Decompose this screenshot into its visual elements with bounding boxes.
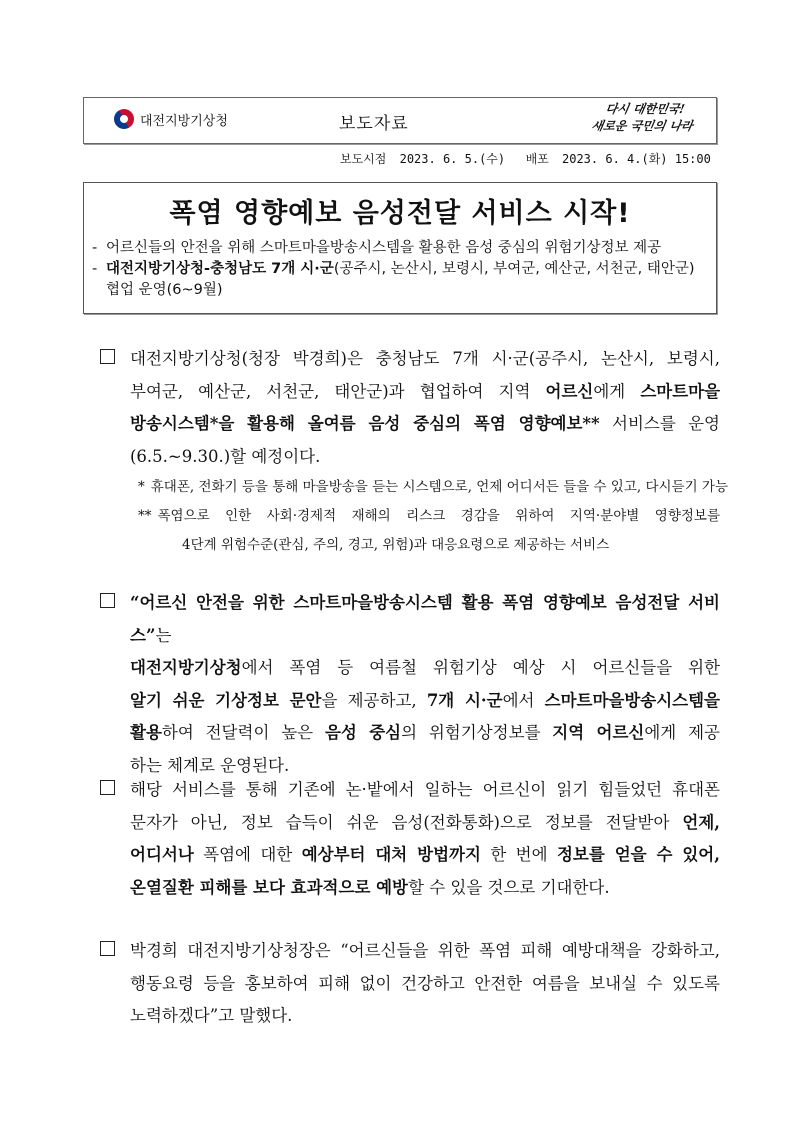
paragraph-lines	[130, 774, 720, 904]
checkbox-bullet-icon	[100, 349, 115, 364]
release-label: 보도시점	[340, 152, 387, 166]
bold-text: 7개 시·군	[426, 690, 503, 710]
text: 대전지방기상청(청장 박경희)은 충청남도 7개 시·군(공주시, 논산시, 보령시,	[130, 349, 720, 368]
paragraph-line	[130, 774, 720, 807]
text: 에서	[502, 690, 545, 710]
text: 을 제공하고,	[321, 690, 427, 710]
text: 문자가 아닌, 정보 습득이 쉬운 음성(전화통화)으로 정보를 전달받아	[130, 812, 683, 832]
paragraph-line	[130, 807, 720, 840]
bold-text: 대전지방기상청-충청남도 7개 시·군	[106, 261, 334, 277]
slogan-line-2: 새로운 국민의 나라	[590, 119, 694, 133]
slogan	[590, 101, 697, 135]
distribute-date: 2023. 6. 4.(화) 15:00	[562, 152, 711, 166]
paragraph-line	[130, 587, 720, 652]
text: 에게	[593, 381, 641, 401]
text: 할 수 있을 것으로 기대한다.	[408, 877, 610, 897]
date-line	[340, 150, 717, 167]
bold-text: 어디서나	[130, 845, 194, 864]
release-date: 2023. 6. 5.(수)	[399, 152, 506, 166]
distribute-label: 배포	[525, 152, 549, 166]
footnote-text: 4단계 위험수준(관심, 주의, 경고, 위험)과 대응요령으로 제공하는 서비스	[182, 537, 610, 553]
paragraph-line	[130, 343, 720, 376]
text: 부여군, 예산군, 서천군, 태안군)과 협업하여 지역	[130, 381, 546, 401]
bold-text: “어르신 안전을 위한 스마트마을방송시스템 활용 폭염 영향예보 음성전달 서비스”	[130, 593, 720, 645]
subtitle-item	[92, 238, 708, 259]
footnote-marker: *	[138, 479, 145, 495]
text: 는	[155, 625, 172, 645]
agency-name: 대전지방기상청	[140, 113, 228, 129]
checkbox-bullet-icon	[100, 780, 115, 795]
bold-text: 정보를 얻을 수 있어,	[556, 845, 720, 864]
bold-text: 방송시스템*을 활용해 올여름 음성 중심의 폭염 영향예보**	[130, 414, 600, 433]
bold-text: 스마트마을방송시스템을	[544, 690, 720, 710]
bold-text: 대전지방기상청	[130, 658, 242, 677]
dash-bullet-icon: -	[92, 261, 98, 277]
bold-text: 알기 쉬운 기상정보 문안	[130, 690, 322, 710]
checkbox-bullet-icon	[100, 941, 115, 956]
subtitle-text	[106, 238, 661, 259]
footnote	[138, 531, 720, 560]
footnote-text: 폭염으로 인한 사회·경제적 재해의 리스크 경감을 위하여 지역·분야별 영향정보를	[157, 508, 720, 524]
bold-text: 활용	[130, 723, 162, 742]
subtitle-item	[92, 259, 708, 301]
text: 의 위험기상정보를	[401, 723, 553, 742]
text: 폭염에 대한	[193, 845, 302, 864]
press-header	[83, 97, 717, 144]
text: 하여 전달력이 높은	[161, 723, 325, 742]
footnote-marker: **	[138, 508, 152, 524]
paragraph-lines	[130, 587, 720, 782]
text: (공주시, 논산시, 보령시, 부여군, 예산군, 서천군, 태안군) 협업 운영(6~9월)	[106, 261, 695, 298]
text: 한 번에	[480, 845, 557, 864]
text: 에게 제공	[644, 723, 720, 742]
subtitle-text	[106, 259, 708, 301]
text: (6.5.~9.30.)할 예정이다.	[130, 446, 321, 466]
text: 어르신들의 안전을 위해 스마트마을방송시스템을 활용한 음성 중심의 위험기상정보 제공	[106, 240, 662, 256]
bold-text: 온열질환 피해를 보다 효과적으로 예방	[130, 877, 409, 897]
paragraph-line	[130, 685, 720, 718]
footnotes	[138, 473, 729, 560]
paragraph-line	[130, 935, 720, 968]
paragraph-line	[130, 1000, 720, 1033]
text: 박경희 대전지방기상청장은 “어르신들을 위한 폭염 피해 예방대책을 강화하고,	[130, 941, 720, 960]
footnote	[138, 473, 729, 502]
dash-bullet-icon: -	[92, 240, 98, 256]
bold-text: 스마트마을	[640, 381, 721, 401]
taegeuk-emblem-icon	[110, 105, 137, 132]
paragraph-3	[100, 774, 720, 904]
paragraph-4	[100, 935, 720, 1033]
paragraph-line	[130, 872, 720, 905]
footnote	[138, 502, 720, 531]
footnote-text: 휴대폰, 전화기 등을 통해 마을방송을 듣는 시스템으로, 언제 어디서든 들을 수 있고, 다시듣기 가능	[150, 479, 729, 495]
paragraph-2	[100, 587, 720, 782]
text: 에서 폭염 등 여름철 위험기상 예상 시 어르신들을 위한	[241, 658, 720, 677]
text: 해당 서비스를 통해 기존에 논·밭에서 일하는 어르신이 읽기 힘들었던 휴대폰	[130, 780, 720, 799]
bold-text: 어르신	[545, 381, 594, 401]
text: 서비스를 운영	[599, 414, 720, 433]
text: 하는 체계로 운영된다.	[130, 755, 290, 775]
bold-text: 예상부터 대처 방법까지	[301, 845, 481, 864]
paragraph-lines	[130, 343, 720, 473]
paragraph-line	[130, 376, 720, 409]
paragraph-line	[130, 441, 720, 474]
paragraph-line	[130, 839, 720, 872]
slogan-line-1: 다시 대한민국!	[604, 102, 686, 116]
paragraph-line	[130, 652, 720, 685]
paragraph-1	[100, 343, 729, 560]
bold-text: 언제,	[682, 812, 720, 832]
agency-logo	[114, 109, 228, 129]
bold-text: 음성 중심	[324, 723, 402, 742]
paragraph-line	[130, 717, 720, 750]
page-title: 폭염 영향예보 음성전달 서비스 시작!	[169, 198, 631, 229]
checkbox-bullet-icon	[100, 593, 115, 608]
title-box	[83, 182, 717, 314]
paragraph-line	[130, 968, 720, 1001]
paragraph-lines	[130, 935, 720, 1033]
document-type: 보도자료	[339, 114, 409, 134]
text: 노력하겠다”고 말했다.	[130, 1006, 293, 1025]
text: 행동요령 등을 홍보하여 피해 없이 건강하고 안전한 여름을 보내실 수 있도록	[130, 973, 720, 993]
subtitle-list	[92, 238, 708, 301]
paragraph-line	[130, 408, 720, 441]
bold-text: 지역 어르신	[552, 723, 645, 742]
